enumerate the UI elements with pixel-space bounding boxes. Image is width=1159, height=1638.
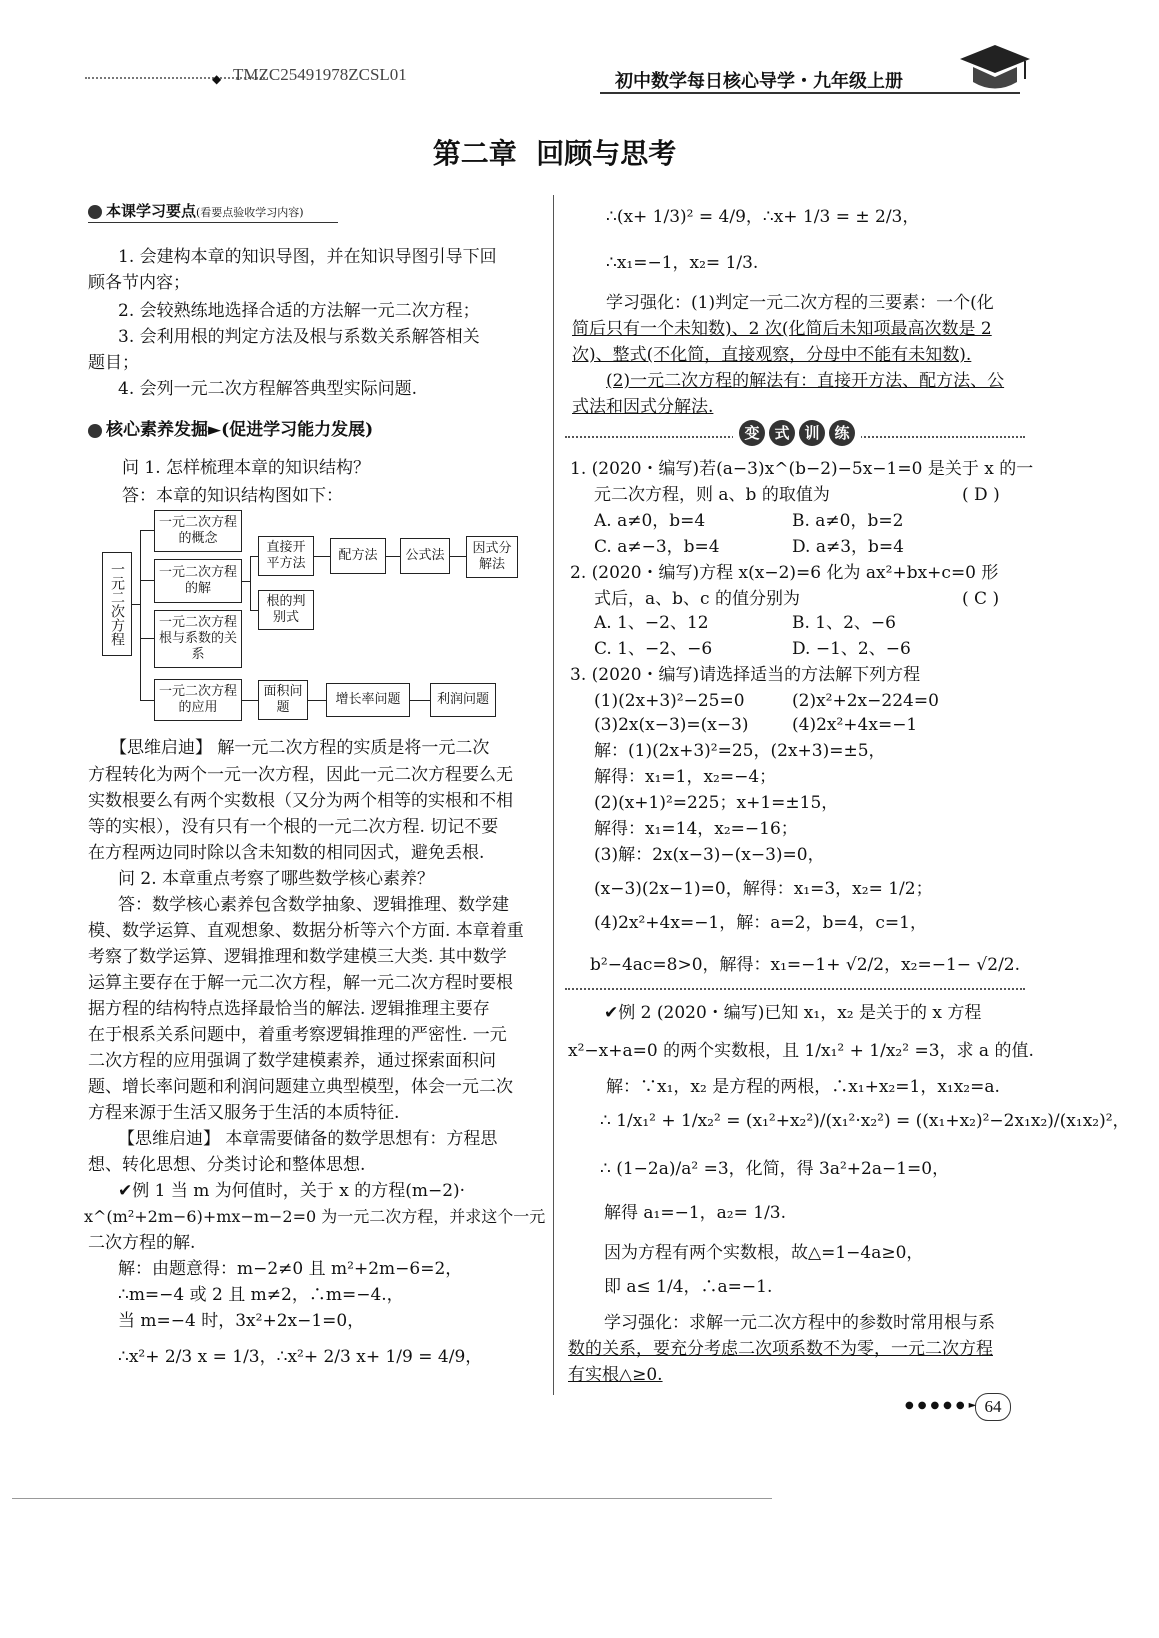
page-title: 第二章 回顾与思考 bbox=[432, 137, 677, 170]
strengthen2-line: 有实根△≥0. bbox=[568, 1365, 663, 1385]
think1-line: 【思维启迪】 解一元二次方程的实质是将一元二次 bbox=[110, 738, 490, 758]
ex2-sol-line: 解得 a₁=−1，a₂= 1/3. bbox=[604, 1203, 787, 1223]
ex2-sol-line: ∴ (1−2a)/a² =3，化简，得 3a²+2a−1=0， bbox=[600, 1159, 950, 1179]
diagram-node: 一元二次方程的解 bbox=[154, 559, 242, 603]
connector bbox=[250, 556, 258, 557]
column-divider bbox=[553, 195, 554, 1395]
point-line: 3. 会利用根的判定方法及根与系数关系解答相关 bbox=[118, 327, 480, 347]
core-heading: 核心素养发掘►(促进学习能力发展) bbox=[88, 415, 373, 440]
diagram-app: 增长率问题 bbox=[326, 683, 410, 717]
diagram-method: 公式法 bbox=[400, 538, 450, 574]
study-points-heading: 本课学习要点(看要点验收学习内容) bbox=[88, 200, 304, 221]
a2-line: 二次方程的应用强调了数学建模素养，通过探索面积问 bbox=[88, 1051, 496, 1071]
badge-char: 练 bbox=[829, 420, 855, 446]
badge-char: 训 bbox=[799, 420, 825, 446]
page-number: 64 bbox=[975, 1393, 1011, 1421]
a2-line: 模、数学运算、直观想象、数据分析等六个方面. 本章着重 bbox=[88, 921, 524, 941]
strengthen1-line: 次)、整式(不化简，直接观察，分母中不能有未知数). bbox=[572, 345, 972, 365]
point-line: 4. 会列一元二次方程解答典型实际问题. bbox=[118, 379, 418, 399]
a2-line: 方程来源于生活又服务于生活的本质特征. bbox=[88, 1103, 400, 1123]
ex1-line: 二次方程的解. bbox=[88, 1233, 196, 1253]
strengthen2-line: 学习强化：求解一元二次方程中的参数时常用根与系 bbox=[604, 1313, 995, 1333]
p2-option: C. 1、−2、−6 bbox=[594, 639, 713, 659]
ex1-line: x^(m²+2m−6)+mx−m−2=0 为一元二次方程，并求这个一元 bbox=[84, 1207, 546, 1226]
strengthen2-line: 数的关系，要充分考虑二次项系数不为零，一元二次方程 bbox=[568, 1339, 993, 1359]
p3-line: 3. (2020・编写)请选择适当的方法解下列方程 bbox=[570, 665, 921, 685]
strengthen1-line: 简后只有一个未知数)、2 次(化简后未知项最高次数是 2 bbox=[572, 319, 992, 339]
ex1-sol-line: 当 m=−4 时，3x²+2x−1=0， bbox=[118, 1311, 365, 1331]
p2-line: 式后，a、b、c 的值分别为 bbox=[594, 589, 800, 609]
check-icon: ✔ bbox=[118, 1181, 133, 1201]
q1: 问 1. 怎样梳理本章的知识结构？ bbox=[122, 458, 371, 478]
think1-line: 实数根要么有两个实数根（又分为两个相等的实根和不相 bbox=[88, 791, 513, 811]
diagram-root: 一元二次方程 bbox=[102, 552, 132, 656]
p3-sol-line: 解得：x₁=14，x₂=−16； bbox=[594, 819, 798, 839]
p2-option: B. 1、2、−6 bbox=[792, 613, 896, 633]
p1-option: B. a≠0，b=2 bbox=[792, 511, 904, 531]
p2-option: A. 1、−2、12 bbox=[594, 613, 709, 633]
p1-answer: ( D ) bbox=[962, 485, 1000, 505]
cont-line: ∴(x+ 1/3)² = 4/9，∴x+ 1/3 = ± 2/3， bbox=[606, 207, 920, 227]
p3-sol-line: b²−4ac=8>0，解得：x₁=−1+ √2/2，x₂=−1− √2/2. bbox=[590, 955, 1021, 975]
a2-line: 考察了数学运算、逻辑推理和数学建模三大类. 其中数学 bbox=[88, 947, 507, 967]
study-underline bbox=[88, 222, 338, 223]
header-code: TMZC25491978ZCSL01 bbox=[233, 65, 407, 84]
a2-line: 运算主要存在于解一元二次方程，解一元二次方程时要根 bbox=[88, 973, 513, 993]
think2-line: 想、转化思想、分类讨论和整体思想. bbox=[88, 1155, 366, 1175]
diagram-app: 面积问题 bbox=[258, 680, 308, 720]
a2-line: 据方程的结构特点选择最恰当的解法. 逻辑推理主要存 bbox=[88, 999, 490, 1019]
ex2-line: x²−x+a=0 的两个实数根，且 1/x₁² + 1/x₂² =3，求 a 的值. bbox=[568, 1041, 1034, 1061]
p1-option: C. a≠−3，b=4 bbox=[594, 537, 720, 557]
think1-line: 方程转化为两个一元一次方程，因此一元二次方程要么无 bbox=[88, 765, 513, 785]
a2-line: 在于根系关系问题中，着重考察逻辑推理的严密性. 一元 bbox=[88, 1025, 507, 1045]
p3-eq: (2)x²+2x−224=0 bbox=[792, 691, 939, 711]
think1-line: 等的实根），没有只有一个根的一元二次方程. 切记不要 bbox=[88, 817, 499, 837]
diagram-method: 配方法 bbox=[330, 538, 386, 574]
connector bbox=[308, 700, 326, 701]
p1-line: 1. (2020・编写)若(a−3)x^(b−2)−5x−1=0 是关于 x 的一 bbox=[570, 459, 1034, 479]
page-number-dots: ●●●●●► bbox=[905, 1400, 981, 1411]
bullet-icon bbox=[88, 424, 102, 438]
diagram-method: 直接开平方法 bbox=[258, 536, 314, 576]
ex2-sol-line: 解：∵x₁，x₂ 是方程的两根，∴x₁+x₂=1，x₁x₂=a. bbox=[606, 1077, 1000, 1097]
p3-sol-line: (4)2x²+4x=−1，解：a=2，b=4，c=1， bbox=[594, 913, 927, 933]
a1: 答：本章的知识结构图如下： bbox=[122, 486, 343, 506]
ex1-sol-line: ∴m=−4 或 2 且 m≠2，∴m=−4.， bbox=[118, 1285, 404, 1305]
diagram-method: 因式分解法 bbox=[466, 536, 518, 578]
connector bbox=[242, 581, 250, 582]
p3-eq: (4)2x²+4x=−1 bbox=[792, 715, 918, 735]
connector bbox=[242, 700, 258, 701]
badge-char: 变 bbox=[739, 420, 765, 446]
p3-sol-line: (x−3)(2x−1)=0，解得：x₁=3，x₂= 1/2； bbox=[594, 879, 933, 899]
p2-answer: ( C ) bbox=[962, 589, 1000, 609]
connector bbox=[250, 556, 251, 610]
ex1-sol-line: 解：由题意得：m−2≠0 且 m²+2m−6=2， bbox=[118, 1259, 463, 1279]
connector bbox=[140, 530, 154, 531]
check-icon: ✔ bbox=[604, 1003, 619, 1023]
p3-sol-line: (2)(x+1)²=225；x+1=±15， bbox=[594, 793, 839, 813]
p3-sol-line: 解得：x₁=1，x₂=−4； bbox=[594, 767, 777, 787]
connector bbox=[314, 556, 330, 557]
header bbox=[60, 55, 1070, 100]
diagram-method: 根的判别式 bbox=[258, 590, 314, 630]
diagram-app: 利润问题 bbox=[430, 683, 496, 717]
connector bbox=[140, 700, 154, 701]
p3-sol-line: (3)解：2x(x−3)−(x−3)=0， bbox=[594, 845, 825, 865]
connector bbox=[140, 580, 154, 581]
point-line: 题目； bbox=[88, 353, 139, 373]
point-line: 2. 会较熟练地选择合适的方法解一元二次方程； bbox=[118, 301, 480, 321]
scan-edge bbox=[12, 1498, 772, 1499]
diagram-node: 一元二次方程的概念 bbox=[154, 510, 242, 552]
q2: 问 2. 本章重点考察了哪些数学核心素养？ bbox=[118, 869, 435, 889]
ex1-sol-line: ∴x²+ 2/3 x = 1/3，∴x²+ 2/3 x+ 1/9 = 4/9， bbox=[118, 1347, 483, 1367]
connector bbox=[450, 556, 466, 557]
ex2-line: ✔例 2 (2020・编写)已知 x₁，x₂ 是关于的 x 方程 bbox=[604, 1003, 982, 1023]
strengthen1-line: (2)一元二次方程的解法有：直接开方法、配方法、公 bbox=[606, 371, 1005, 391]
think2-line: 【思维启迪】 本章需要储备的数学思想有：方程思 bbox=[118, 1129, 498, 1149]
point-line: 顾各节内容； bbox=[88, 273, 190, 293]
p1-option: A. a≠0，b=4 bbox=[594, 511, 706, 531]
connector bbox=[250, 610, 258, 611]
connector bbox=[132, 604, 140, 605]
p3-eq: (3)2x(x−3)=(x−3) bbox=[594, 715, 749, 735]
separator bbox=[565, 988, 1025, 990]
ex2-sol-line: 即 a≤ 1/4，∴a=−1. bbox=[604, 1277, 773, 1297]
header-book-title: 初中数学每日核心导学・九年级上册 bbox=[615, 71, 903, 92]
p3-eq: (1)(2x+3)²−25=0 bbox=[594, 691, 745, 711]
p1-line: 元二次方程，则 a、b 的取值为 bbox=[594, 485, 830, 505]
bullet-icon bbox=[88, 205, 102, 219]
diamond-icon: ◆ bbox=[212, 72, 222, 86]
p2-line: 2. (2020・编写)方程 x(x−2)=6 化为 ax²+bx+c=0 形 bbox=[570, 563, 999, 583]
p3-sol-line: 解：(1)(2x+3)²=25，(2x+3)=±5， bbox=[594, 741, 886, 761]
connector bbox=[140, 530, 141, 700]
diagram-node: 一元二次方程根与系数的关系 bbox=[154, 610, 242, 668]
ex2-sol-line: 因为方程有两个实数根，故△=1−4a≥0， bbox=[604, 1243, 924, 1263]
connector bbox=[140, 638, 154, 639]
ex2-sol-line: ∴ 1/x₁² + 1/x₂² = (x₁²+x₂²)/(x₁²·x₂²) = ((x₁+x₂)²−2x₁x₂)/(x₁x₂)²， bbox=[600, 1111, 1130, 1131]
p1-option: D. a≠3，b=4 bbox=[792, 537, 904, 557]
practice-badge bbox=[733, 420, 861, 446]
arrow-icon: ► bbox=[208, 420, 222, 440]
ex1-line: ✔例 1 当 m 为何值时，关于 x 的方程(m−2)· bbox=[118, 1181, 466, 1201]
p2-option: D. −1、2、−6 bbox=[792, 639, 911, 659]
point-line: 1. 会建构本章的知识导图，并在知识导图引导下回 bbox=[118, 247, 497, 267]
graduation-cap-icon bbox=[955, 37, 1030, 97]
think1-line: 在方程两边同时除以含未知数的相同因式，避免丢根. bbox=[88, 843, 485, 863]
connector bbox=[386, 556, 400, 557]
connector bbox=[410, 700, 430, 701]
a2-line: 题、增长率问题和利润问题建立典型模型，体会一元二次 bbox=[88, 1077, 513, 1097]
strengthen1-line: 式法和因式分解法. bbox=[572, 397, 714, 417]
cont-line: ∴x₁=−1，x₂= 1/3. bbox=[606, 253, 759, 273]
diagram-node: 一元二次方程的应用 bbox=[154, 679, 242, 721]
badge-char: 式 bbox=[769, 420, 795, 446]
strengthen1-line: 学习强化：(1)判定一元二次方程的三要素：一个(化 bbox=[606, 293, 994, 313]
a2-line: 答：数学核心素养包含数学抽象、逻辑推理、数学建 bbox=[118, 895, 509, 915]
